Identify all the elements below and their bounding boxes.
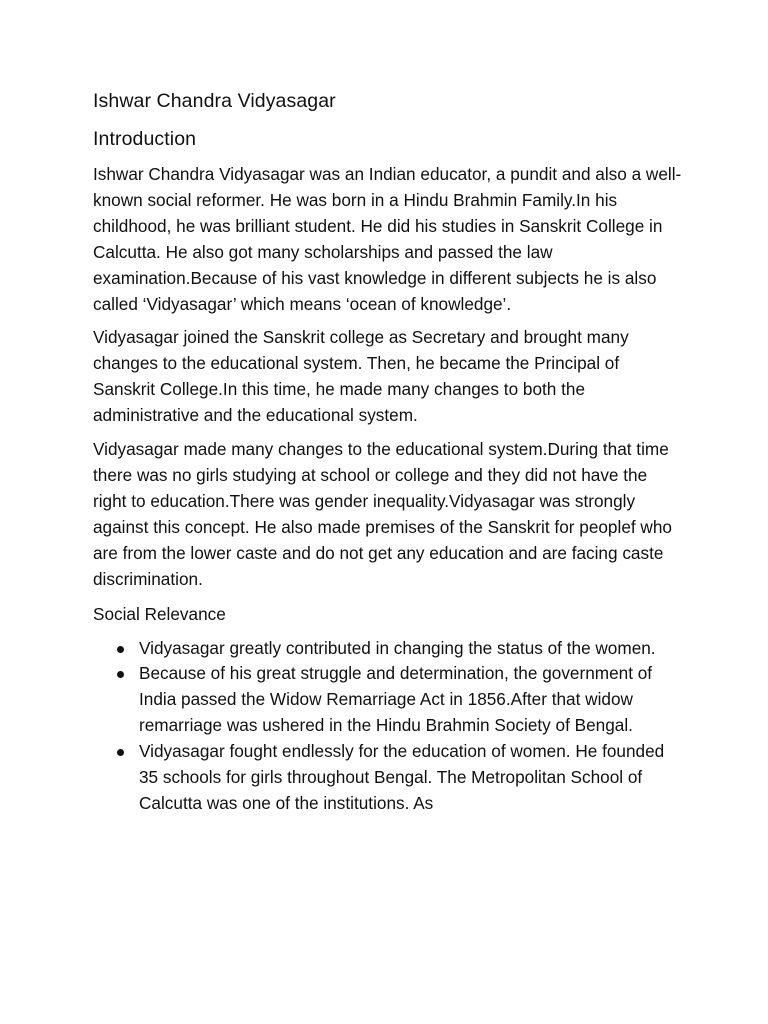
bullet-icon <box>117 646 124 653</box>
list-item <box>93 661 683 739</box>
list-item-text: Vidyasagar greatly contributed in changing the status of the women. <box>139 637 656 658</box>
social-relevance-heading: Social Relevance <box>93 603 226 624</box>
bullet-icon <box>117 749 124 756</box>
list-item-text: Vidyasagar fought endlessly for the education of women. He founded 35 schools for girls throughout Bengal. The Metropolitan School of Calcutta was one of the institutions. As <box>139 741 665 813</box>
paragraph-intro: Ishwar Chandra Vidyasagar was an Indian educator, a pundit and also a well-known social reformer. He was born in a Hindu Brahmin Family.In his childhood, he was brilliant student. He did his studies in Sanskrit College in Calcutta. He also got many scholarships and passed the law examination.Because of his vast knowledge in different subjects he is also called ‘Vidyasagar’ which means ‘ocean of knowledge’. <box>93 164 682 314</box>
social-relevance-list <box>93 636 683 817</box>
paragraph-secretary: Vidyasagar joined the Sanskrit college as Secretary and brought many changes to the educational system. Then, he became the Principal of Sanskrit College.In this time, he made many changes to both the administrative and the educational system. <box>93 327 629 426</box>
list-item <box>93 636 683 662</box>
introduction-heading: Introduction <box>93 128 197 150</box>
document-page <box>93 88 683 817</box>
document-title: Ishwar Chandra Vidyasagar <box>93 90 336 112</box>
list-item <box>93 739 683 817</box>
bullet-icon <box>117 671 124 678</box>
paragraph-education-reform: Vidyasagar made many changes to the educational system.During that time there was no girls studying at school or college and they did not have the right to education.There was gender inequality.Vidyasagar was strongly against this concept. He also made premises of the Sanskrit for peoplef who are from the lower caste and do not get any education and are facing caste discrimination. <box>93 439 672 589</box>
list-item-text: Because of his great struggle and determination, the government of India passed the Widow Remarriage Act in 1856.After that widow remarriage was ushered in the Hindu Brahmin Society of Bengal. <box>139 663 653 736</box>
